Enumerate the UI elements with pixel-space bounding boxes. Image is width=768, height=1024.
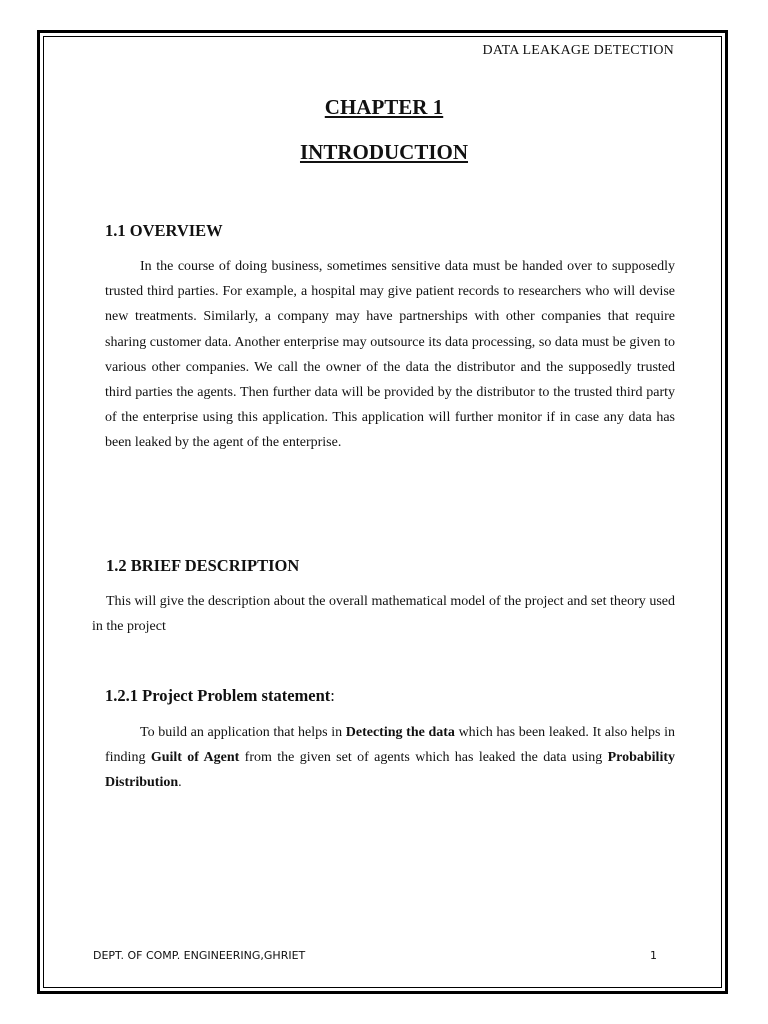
problem-emphasis-probability: Probability Distribution — [105, 750, 675, 791]
brief-description-paragraph: This will give the description about the overall mathematical model of the project and set theory used in the project — [92, 594, 675, 635]
problem-statement-paragraph — [105, 720, 675, 796]
problem-statement-heading-text: 1.2.1 Project Problem statement — [105, 686, 331, 705]
page-number: 1 — [650, 949, 657, 962]
problem-text-4: . — [178, 775, 182, 791]
problem-emphasis-guilt: Guilt of Agent — [150, 750, 240, 766]
overview-paragraph: In the course of doing business, sometimes sensitive data must be handed over to supposedly trusted third parties. For example, a hospital may give patient records to researchers who will devise new treatments. Similarly, a company may have partnerships with other companies that require sharing customer data. Another enterprise may outsource its data processing, so data must be given to various other companies. We call the owner of the data the distributor and the supposedly trusted third parties the agents. Then further data will be provided by the distributor to the trusted third party of the enterprise using this application. This application will further monitor if in case any data has been leaked by the agent of the enterprise. — [105, 259, 675, 451]
problem-text-1: To build an application that helps in — [140, 725, 346, 740]
footer-department: DEPT. OF COMP. ENGINEERING,GHRIET — [93, 949, 306, 962]
problem-text-3: from the given set of agents which has leaked the data using — [239, 750, 608, 766]
running-header: DATA LEAKAGE DETECTION — [482, 43, 674, 58]
chapter-title: INTRODUCTION — [299, 140, 469, 164]
page-border-inner — [43, 36, 722, 988]
problem-statement-heading — [105, 686, 335, 706]
problem-emphasis-detecting: Detecting the data — [345, 725, 455, 740]
problem-statement-heading-colon: : — [330, 686, 335, 705]
overview-heading: 1.1 OVERVIEW — [105, 221, 223, 240]
chapter-number: CHAPTER 1 — [324, 95, 444, 119]
problem-text-2: which has been leaked. It also helps in finding — [105, 725, 675, 766]
brief-description-heading: 1.2 BRIEF DESCRIPTION — [106, 556, 300, 575]
